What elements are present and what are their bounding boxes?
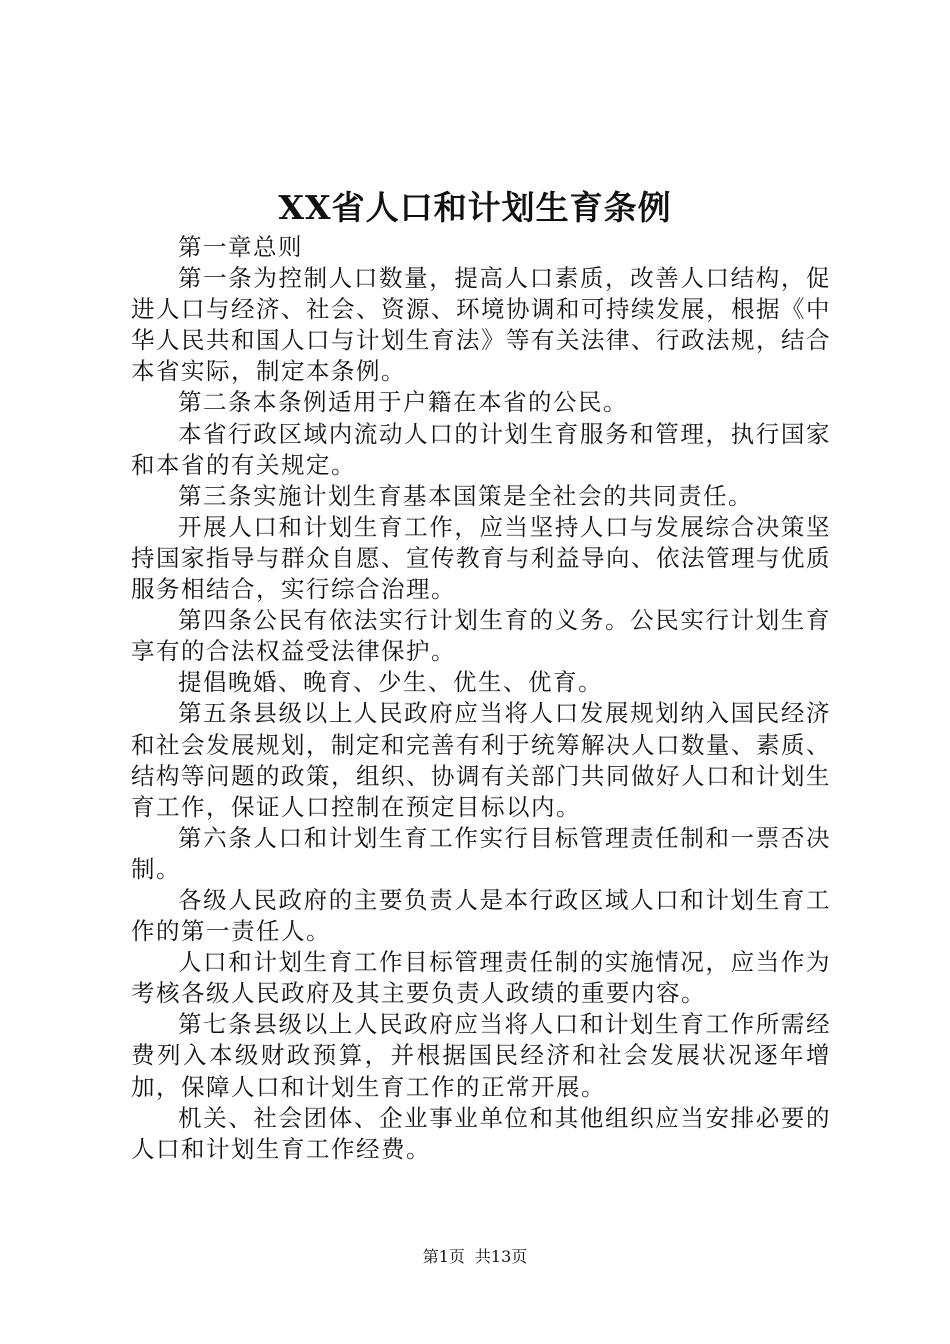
paragraph-article-3-clause: 开展人口和计划生育工作，应当坚持人口与发展综合决策坚持国家指导与群众自愿、宣传教育与利益导向、依法管理与优质服务相结合，实行综合治理。 — [131, 512, 831, 604]
paragraph-article-6: 第六条人口和计划生育工作实行目标管理责任制和一票否决制。 — [131, 823, 831, 883]
document-body — [131, 232, 831, 1165]
paragraph-article-6-clause-1: 各级人民政府的主要负责人是本行政区域人口和计划生育工作的第一责任人。 — [131, 885, 831, 946]
paragraph-article-5: 第五条县级以上人民政府应当将人口发展规划纳入国民经济和社会发展规划，制定和完善有利于统筹解决人口数量、素质、结构等问题的政策，组织、协调有关部门共同做好人口和计划生育工作，保证人口控制在预定目标以内。 — [131, 699, 831, 821]
page-total: 共13页 — [474, 1247, 528, 1266]
paragraph-article-3: 第三条实施计划生育基本国策是全社会的共同责任。 — [178, 481, 753, 510]
paragraph-article-1: 第一条为控制人口数量，提高人口素质，改善人口结构，促进人口与经济、社会、资源、环境协调和可持续发展，根据《中华人民共和国人口与计划生育法》等有关法律、行政法规，结合本省实际，制定本条例。 — [131, 264, 831, 386]
document-title: XX省人口和计划生育条例 — [278, 188, 672, 227]
page-number: 第1页 — [422, 1247, 465, 1266]
paragraph-article-2-clause: 本省行政区域内流动人口的计划生育服务和管理，执行国家和本省的有关规定。 — [131, 419, 831, 479]
paragraph-chapter-heading: 第一章总则 — [178, 233, 303, 261]
paragraph-article-7-clause: 机关、社会团体、企业事业单位和其他组织应当安排必要的人口和计划生育工作经费。 — [131, 1103, 831, 1163]
page-footer — [0, 1246, 950, 1268]
paragraph-article-2: 第二条本条例适用于户籍在本省的公民。 — [178, 388, 628, 417]
paragraph-article-6-clause-2: 人口和计划生育工作目标管理责任制的实施情况，应当作为考核各级人民政府及其主要负责人政绩的重要内容。 — [131, 948, 831, 1008]
paragraph-article-4: 第四条公民有依法实行计划生育的义务。公民实行计划生育享有的合法权益受法律保护。 — [131, 606, 831, 666]
paragraph-article-4-clause: 提倡晚婚、晚育、少生、优生、优育。 — [178, 668, 603, 697]
paragraph-article-7: 第七条县级以上人民政府应当将人口和计划生育工作所需经费列入本级财政预算，并根据国民经济和社会发展状况逐年增加，保障人口和计划生育工作的正常开展。 — [131, 1010, 831, 1101]
